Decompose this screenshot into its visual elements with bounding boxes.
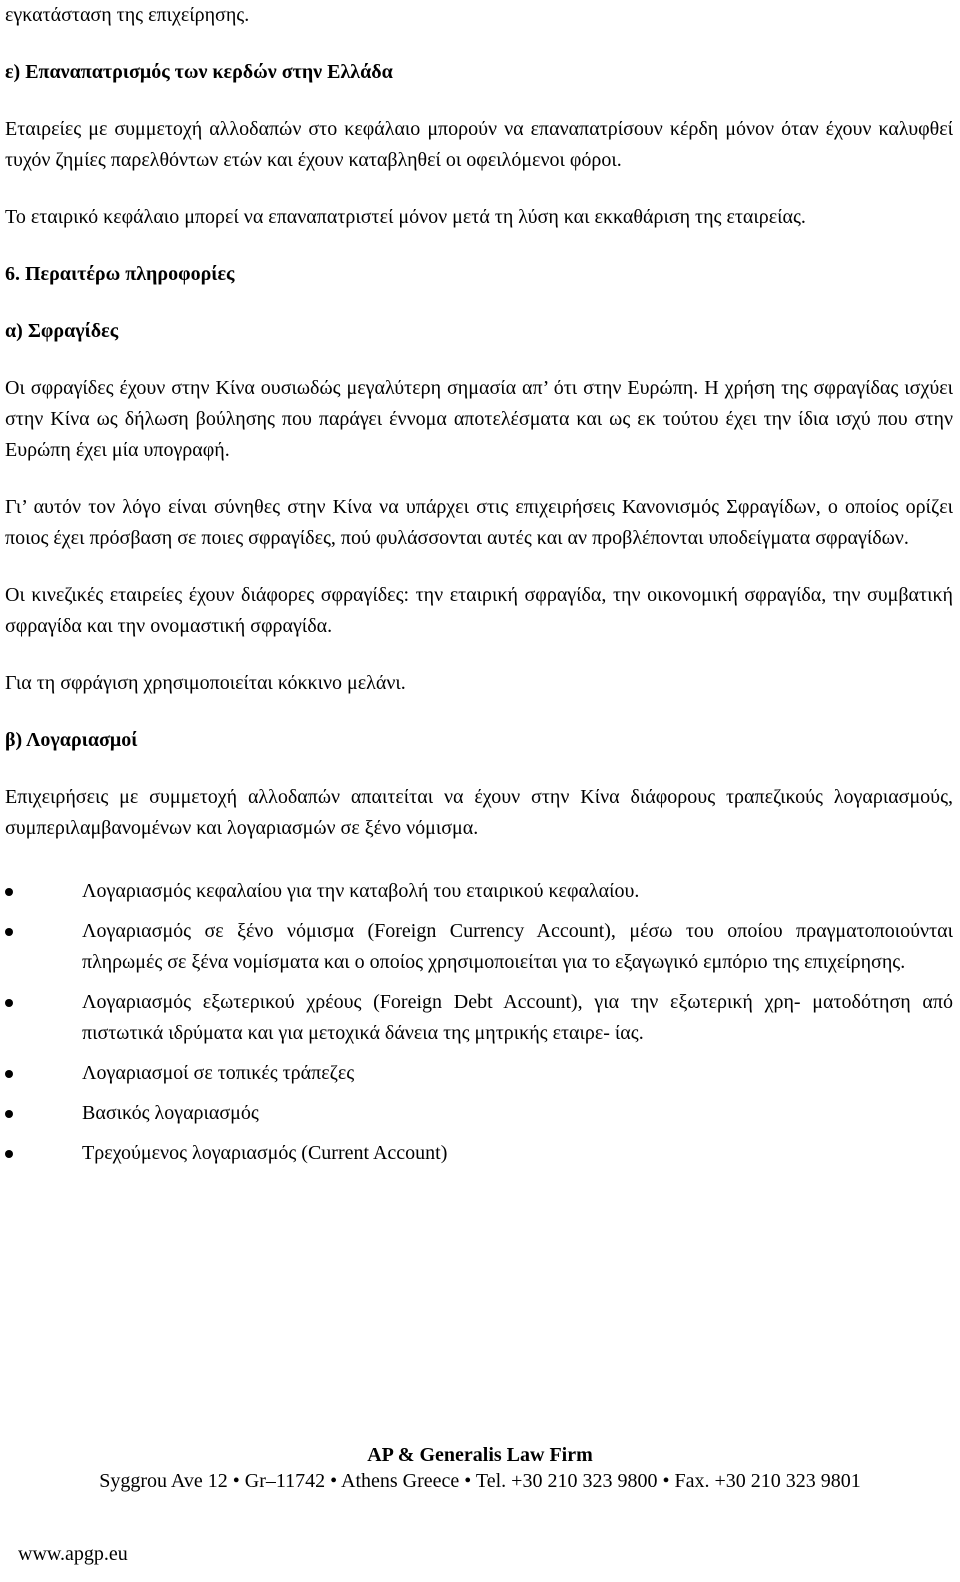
list-item-text: Λογαριασμός εξωτερικού χρέους (Foreign Debt Account), για την εξωτερική χρη- ματοδότηση από πιστωτικά ιδρύματα και για μετοχικά δάνεια της μητρικής εταιρε- ίας. — [82, 991, 953, 1044]
bullet-icon — [5, 888, 13, 896]
list-item — [5, 1138, 953, 1169]
bullet-icon — [5, 928, 13, 936]
list-item-text: Λογαριασμός κεφαλαίου για την καταβολή του εταιρικού κεφαλαίου. — [82, 880, 640, 902]
accounts-bullet-list — [5, 876, 953, 1169]
paragraph-a-3: Οι κινεζικές εταιρείες έχουν διάφορες σφραγίδες: την εταιρική σφραγίδα, την οικονομική σφραγίδα, την συμβατική σφραγίδα και την ονομαστική σφραγίδα. — [5, 584, 953, 637]
document-page — [5, 0, 953, 1178]
continuation-text: εγκατάσταση της επιχείρησης. — [5, 4, 250, 26]
paragraph-e-1: Εταιρείες με συμμετοχή αλλοδαπών στο κεφάλαιο μπορούν να επαναπατρίσουν κέρδη μόνον όταν έχουν καλυφθεί τυχόν ζημίες παρελθόντων ετών και έχουν καταβληθεί οι οφειλόμενοι φόροι. — [5, 118, 953, 171]
bullet-icon — [5, 1110, 13, 1118]
list-item — [5, 876, 953, 907]
list-item — [5, 916, 953, 978]
bullet-icon — [5, 1150, 13, 1158]
list-item — [5, 1058, 953, 1089]
footer-firm-name: AP & Generalis Law Firm — [367, 1444, 593, 1466]
heading-section-e: ε) Επαναπατρισμός των κερδών στην Ελλάδα — [5, 61, 393, 83]
bullet-icon — [5, 999, 13, 1007]
footer-address: Syggrou Ave 12 • Gr–11742 • Athens Greece • Tel. +30 210 323 9800 • Fax. +30 210 323 9801 — [99, 1470, 861, 1492]
bullet-icon — [5, 1070, 13, 1078]
heading-section-6: 6. Περαιτέρω πληροφορίες — [5, 263, 235, 285]
list-item-text: Λογαριασμός σε ξένο νόμισμα (Foreign Currency Account), μέσω του οποίου πραγματοποιούνται πληρωμές σε ξένα νομίσματα και ο οποίος χρησιμοποιείται για το εξαγωγικό εμπόριο της επιχείρησης. — [82, 920, 953, 973]
heading-section-a: α) Σφραγίδες — [5, 320, 119, 342]
list-item — [5, 1098, 953, 1129]
footer-website-link[interactable]: www.apgp.eu — [18, 1543, 128, 1565]
list-item — [5, 987, 953, 1049]
heading-section-b: β) Λογαριασμοί — [5, 729, 138, 751]
paragraph-a-1: Οι σφραγίδες έχουν στην Κίνα ουσιωδώς μεγαλύτερη σημασία απ’ ότι στην Ευρώπη. Η χρήση της σφραγίδας ισχύει στην Κίνα ως δήλωση βούλησης που παράγει έννομα αποτελέσματα και ως εκ τούτου έχει την ίδια ισχύ που στην Ευρώπη έχει μία υπογραφή. — [5, 377, 953, 461]
paragraph-e-2: Το εταιρικό κεφάλαιο μπορεί να επαναπατριστεί μόνον μετά τη λύση και εκκαθάριση της εταιρείας. — [5, 206, 806, 228]
list-item-text: Λογαριασμοί σε τοπικές τράπεζες — [82, 1062, 355, 1084]
paragraph-a-2: Γι’ αυτόν τον λόγο είναι σύνηθες στην Κίνα να υπάρχει στις επιχειρήσεις Κανονισμός Σφραγίδων, ο οποίος ορίζει ποιος έχει πρόσβαση σε ποιες σφραγίδες, πού φυλάσσονται αυτές και αν προβλέπονται υποδείγματα σφραγίδων. — [5, 496, 953, 549]
paragraph-a-4: Για τη σφράγιση χρησιμοποιείται κόκκινο μελάνι. — [5, 672, 406, 694]
list-item-text: Βασικός λογαριασμός — [82, 1102, 259, 1124]
list-item-text: Τρεχούμενος λογαριασμός (Current Account) — [82, 1142, 448, 1164]
paragraph-b-1: Επιχειρήσεις με συμμετοχή αλλοδαπών απαιτείται να έχουν στην Κίνα διάφορους τραπεζικούς λογαριασμούς, συμπεριλαμβανομένων και λογαριασμών σε ξένο νόμισμα. — [5, 786, 953, 839]
